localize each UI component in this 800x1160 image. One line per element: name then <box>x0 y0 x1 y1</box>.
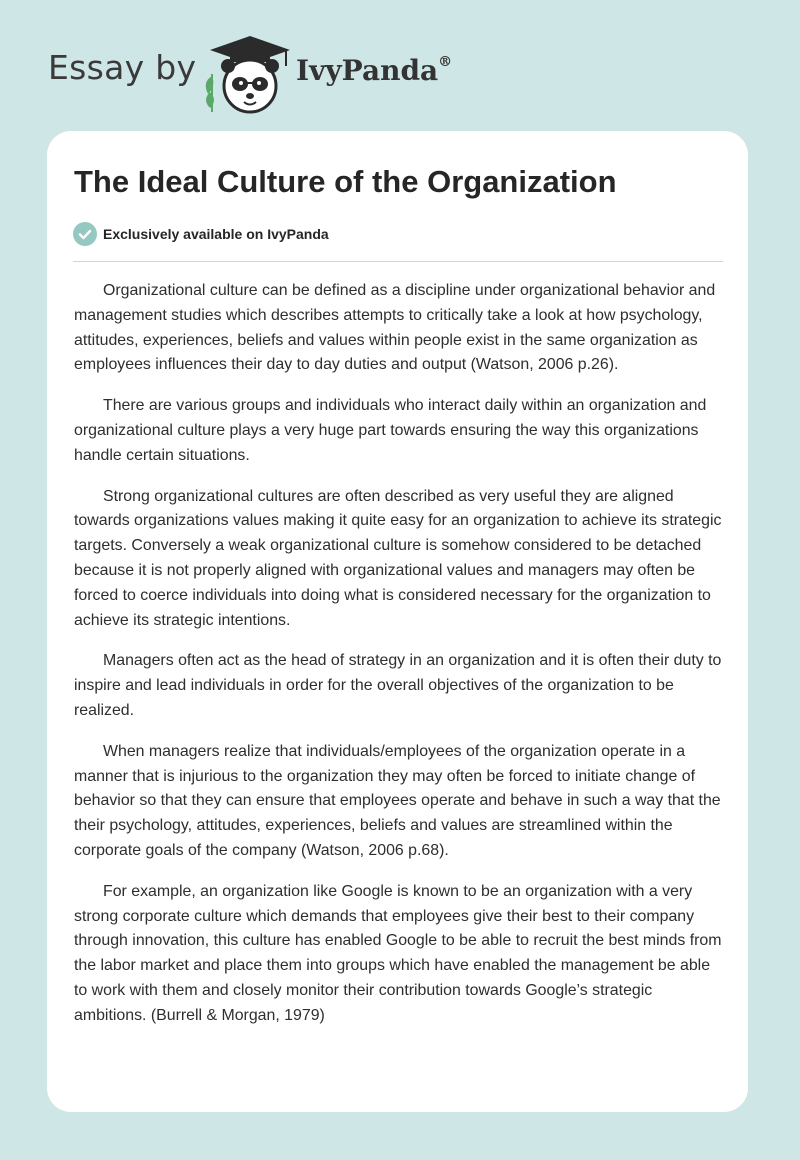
check-circle-icon <box>73 222 97 246</box>
paragraph: Managers often act as the head of strategy in an organization and it is often their duty to inspire and lead individuals in order for the overall objectives of the organization to be realized. <box>74 652 722 719</box>
panda-graduate-icon[interactable] <box>200 34 292 114</box>
page-title: The Ideal Culture of the Organization <box>74 164 617 199</box>
exclusive-label: Exclusively available on IvyPanda <box>103 226 329 242</box>
exclusive-badge <box>73 222 329 246</box>
essay-card <box>47 131 748 1112</box>
paragraph: There are various groups and individuals who interact daily within an organization and organizational culture plays a very huge part towards ensuring the way this organizations handle certain situations. <box>74 397 707 464</box>
paragraph: Organizational culture can be defined as a discipline under organizational behavior and management studies which describes attempts to critically take a look at how psychology, attitudes, experiences, beliefs and values within people exist in the same organization as employees influences their day to day duties and output (Watson, 2006 p.26). <box>74 282 716 374</box>
divider <box>73 261 723 262</box>
essay-by-label: Essay by <box>48 48 197 87</box>
essay-body <box>74 279 724 1045</box>
brand-name[interactable]: IvyPanda® <box>296 53 453 87</box>
paragraph: For example, an organization like Google is known to be an organization with a very strong corporate culture which demands that employees give their best to their company through innovation, this culture has enabled Google to be able to recruit the best minds from the labor market and place them into groups which have enabled the management be able to work with them and closely monitor their contribution towards Google’s strategic ambitions. (Burrell & Morgan, 1979) <box>74 882 722 1024</box>
registered-mark: ® <box>438 53 453 70</box>
paragraph: When managers realize that individuals/employees of the organization operate in a manner that is injurious to the organization they may often be forced to initiate change of behavior so that they can ensure that employees operate and behave in such a way that the their psychology, attitudes, experiences, beliefs and values are streamlined within the corporate goals of the company (Watson, 2006 p.68). <box>74 742 721 859</box>
site-header <box>48 34 508 114</box>
paragraph: Strong organizational cultures are often described as very useful they are aligned towards organizations values making it quite easy for an organization to achieve its strategic targets. Conversely a weak organizational culture is somehow considered to be detached because it is not properly aligned with organizational values and managers may often be forced to coerce individuals into doing what is considered necessary for the organization to achieve its strategic intentions. <box>74 487 722 629</box>
